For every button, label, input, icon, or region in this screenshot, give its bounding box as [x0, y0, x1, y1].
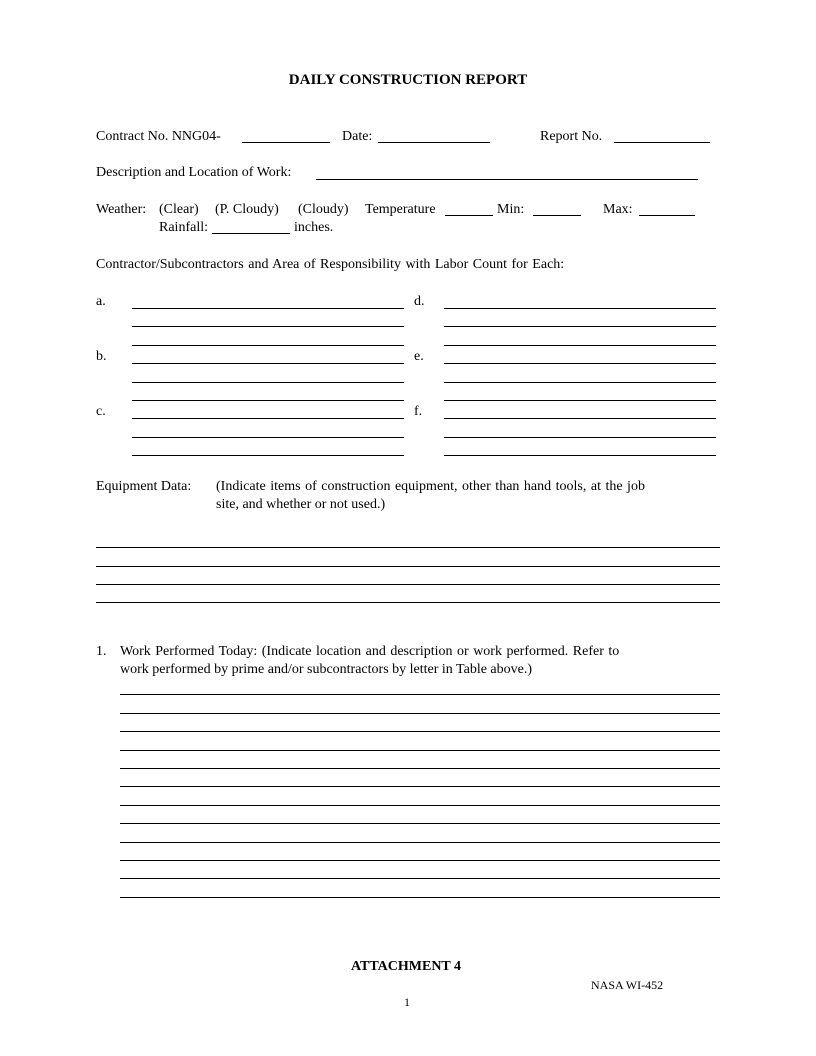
- max-temperature-label: Max:: [603, 202, 633, 217]
- contractor-c-line[interactable]: [132, 455, 404, 456]
- contractor-a-line[interactable]: [132, 345, 404, 346]
- contractor-e-line[interactable]: [444, 363, 716, 364]
- weather-label: Weather:: [96, 202, 147, 217]
- rainfall-unit: inches.: [294, 220, 334, 235]
- equipment-instruction: (Indicate items of construction equipment, other than hand tools, at the job: [216, 479, 645, 494]
- description-field[interactable]: [316, 179, 698, 180]
- contractor-a-line[interactable]: [132, 326, 404, 327]
- contractor-d-line[interactable]: [444, 308, 716, 309]
- work-performed-line[interactable]: [120, 694, 720, 695]
- contractor-c-line[interactable]: [132, 437, 404, 438]
- work-performed-line[interactable]: [120, 805, 720, 806]
- page-title: DAILY CONSTRUCTION REPORT: [288, 72, 528, 88]
- page-number: 1: [404, 995, 410, 1009]
- document-id: NASA WI-452: [591, 978, 664, 992]
- work-performed-line[interactable]: [120, 713, 720, 714]
- work-performed-instruction: work performed by prime and/or subcontractors by letter in Table above.): [120, 662, 533, 677]
- description-label: Description and Location of Work:: [96, 165, 292, 180]
- contractor-b-line[interactable]: [132, 400, 404, 401]
- work-performed-line[interactable]: [120, 768, 720, 769]
- contractor-b-line[interactable]: [132, 363, 404, 364]
- contractor-c-line[interactable]: [132, 418, 404, 419]
- work-performed-line[interactable]: [120, 823, 720, 824]
- work-performed-number: 1.: [96, 644, 107, 659]
- rainfall-field[interactable]: [212, 233, 290, 234]
- date-label: Date:: [342, 129, 373, 144]
- contractors-heading: Contractor/Subcontractors and Area of Responsibility with Labor Count for Each:: [96, 257, 565, 272]
- work-performed-line[interactable]: [120, 878, 720, 879]
- contractor-a-line[interactable]: [132, 308, 404, 309]
- contractor-letter-e: e.: [414, 349, 424, 364]
- report-number-field[interactable]: [614, 142, 710, 143]
- contractor-letter-d: d.: [414, 294, 425, 309]
- contractor-letter-f: f.: [414, 404, 423, 419]
- contractor-f-line[interactable]: [444, 437, 716, 438]
- weather-option-cloudy[interactable]: (Cloudy): [298, 202, 349, 217]
- work-performed-line[interactable]: [120, 731, 720, 732]
- contractor-letter-a: a.: [96, 294, 106, 309]
- min-temperature-label: Min:: [497, 202, 525, 217]
- contractor-letter-b: b.: [96, 349, 107, 364]
- contractor-f-line[interactable]: [444, 455, 716, 456]
- equipment-line[interactable]: [96, 602, 720, 603]
- date-field[interactable]: [378, 142, 490, 143]
- work-performed-line[interactable]: [120, 750, 720, 751]
- rainfall-label: Rainfall:: [159, 220, 208, 235]
- equipment-line[interactable]: [96, 584, 720, 585]
- work-performed-line[interactable]: [120, 842, 720, 843]
- temperature-field[interactable]: [445, 215, 493, 216]
- contractor-letter-c: c.: [96, 404, 106, 419]
- equipment-instruction: site, and whether or not used.): [216, 497, 386, 512]
- equipment-label: Equipment Data:: [96, 479, 192, 494]
- min-temperature-field[interactable]: [533, 215, 581, 216]
- weather-option-clear[interactable]: (Clear): [159, 202, 199, 217]
- contractor-f-line[interactable]: [444, 418, 716, 419]
- weather-option-partly-cloudy[interactable]: (P. Cloudy): [215, 202, 279, 217]
- contractor-d-line[interactable]: [444, 345, 716, 346]
- work-performed-line[interactable]: [120, 860, 720, 861]
- work-performed-line[interactable]: [120, 786, 720, 787]
- max-temperature-field[interactable]: [639, 215, 695, 216]
- work-performed-line[interactable]: [120, 897, 720, 898]
- equipment-line[interactable]: [96, 566, 720, 567]
- contractor-b-line[interactable]: [132, 382, 404, 383]
- contractor-d-line[interactable]: [444, 326, 716, 327]
- attachment-label: ATTACHMENT 4: [350, 959, 462, 974]
- contract-number-field[interactable]: [242, 142, 330, 143]
- contractor-e-line[interactable]: [444, 382, 716, 383]
- contract-number-label: Contract No. NNG04-: [96, 129, 221, 144]
- report-number-label: Report No.: [540, 129, 603, 144]
- work-performed-heading: Work Performed Today: (Indicate location and description or work performed. Refer to: [120, 644, 620, 659]
- equipment-line[interactable]: [96, 547, 720, 548]
- contractor-e-line[interactable]: [444, 400, 716, 401]
- temperature-label: Temperature: [365, 202, 436, 217]
